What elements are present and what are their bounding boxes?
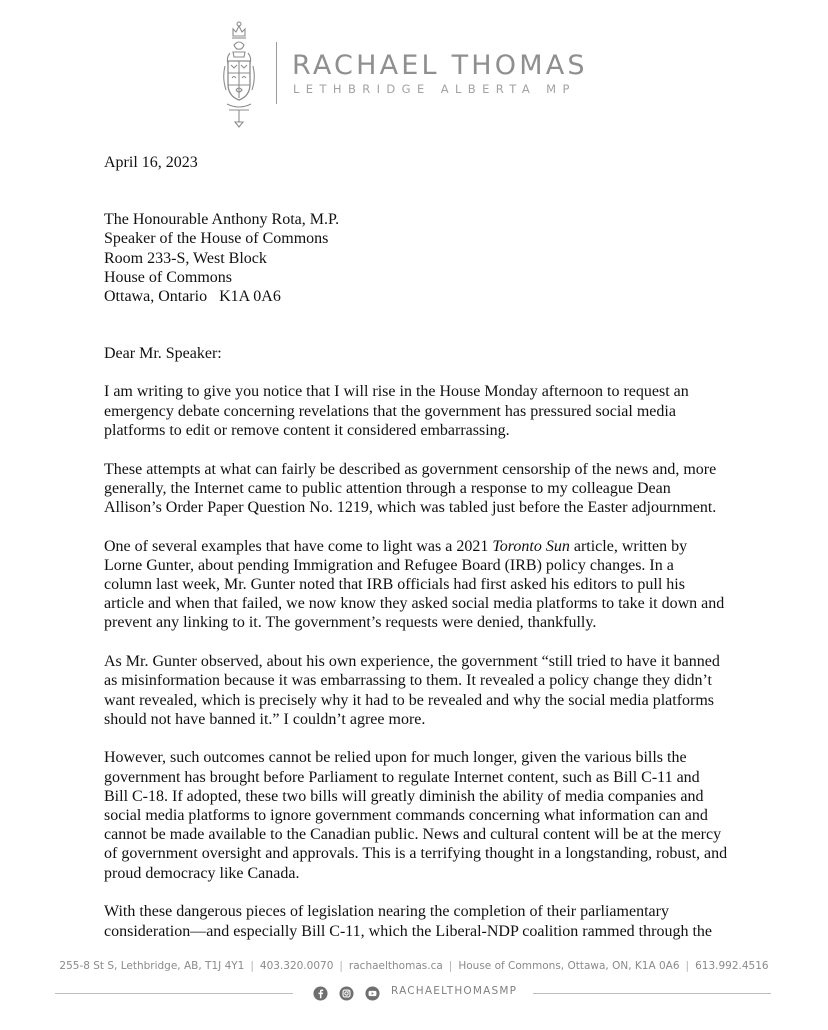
text-run: article, written by bbox=[569, 537, 688, 555]
paragraph-line bbox=[104, 537, 744, 556]
address-line: Ottawa, Ontario K1A 0A6 bbox=[104, 288, 281, 306]
paragraph-line: Bill C-18. If adopted, these two bills will greatly diminish the ability of media companies and bbox=[104, 787, 704, 805]
paragraph-line: prevent any linking to it. The government’s requests were denied, thankfully. bbox=[104, 614, 597, 632]
paragraph-3 bbox=[104, 537, 744, 633]
coat-of-arms-icon bbox=[222, 20, 256, 128]
paragraph-line: article and when that failed, we now know they asked social media platforms to take it down and bbox=[104, 595, 725, 613]
facebook-icon[interactable] bbox=[313, 986, 328, 1001]
instagram-icon[interactable] bbox=[339, 986, 354, 1001]
recipient-address bbox=[104, 210, 744, 306]
paragraph-line: Lorne Gunter, about pending Immigration and Refugee Board (IRB) policy changes. In a bbox=[104, 556, 674, 574]
mp-riding: LETHBRIDGE ALBERTA MP bbox=[293, 82, 576, 96]
text-run: One of several examples that have come to light was a 2021 bbox=[104, 537, 493, 555]
paragraph-line: want revealed, which is precisely why it had to be revealed and why the social media platforms bbox=[104, 691, 715, 709]
paragraph-6 bbox=[104, 902, 744, 940]
youtube-icon[interactable] bbox=[365, 986, 380, 1001]
paragraph-1 bbox=[104, 382, 744, 440]
footer-rule-left bbox=[55, 993, 293, 994]
footer-social bbox=[0, 982, 828, 1006]
paragraph-2 bbox=[104, 460, 744, 518]
paragraph-line: cannot be made available to the Canadian public. News and cultural content will be at the mercy bbox=[104, 826, 722, 844]
paragraph-line: emergency debate concerning revelations that the government has pressured social media bbox=[104, 402, 676, 420]
paragraph-line: With these dangerous pieces of legislation nearing the completion of their parliamentary bbox=[104, 903, 669, 921]
footer-rule-right bbox=[533, 993, 771, 994]
letter-body bbox=[104, 153, 744, 960]
paragraph-5 bbox=[104, 748, 744, 882]
paragraph-line: as misinformation because it was embarrassing to them. It revealed a policy change they didn’t bbox=[104, 672, 712, 690]
paragraph-line: As Mr. Gunter observed, about his own experience, the government “still tried to have it banned bbox=[104, 653, 720, 671]
letter-date: April 16, 2023 bbox=[104, 154, 198, 171]
paragraph-line: These attempts at what can fairly be described as government censorship of the news and, more bbox=[104, 460, 717, 478]
paragraph-line: platforms to edit or remove content it considered embarrassing. bbox=[104, 421, 510, 439]
publication-name: Toronto Sun bbox=[492, 537, 570, 555]
paragraph-line: consideration—and especially Bill C-11, which the Liberal-NDP coalition rammed through the bbox=[104, 922, 712, 940]
paragraph-line: column last week, Mr. Gunter noted that IRB officials had first asked his editors to pull his bbox=[104, 576, 685, 594]
paragraph-line: generally, the Internet came to public attention through a response to my colleague Dean bbox=[104, 479, 671, 497]
ottawa-phone: 613.992.4516 bbox=[695, 960, 769, 972]
ottawa-address: House of Commons, Ottawa, ON, K1A 0A6 bbox=[458, 960, 680, 972]
letterhead-divider bbox=[276, 42, 277, 104]
address-line: House of Commons bbox=[104, 268, 232, 286]
paragraph-line: proud democracy like Canada. bbox=[104, 864, 300, 882]
website-link[interactable]: rachaelthomas.ca bbox=[348, 960, 443, 972]
address-line: Room 233-S, West Block bbox=[104, 249, 267, 267]
paragraph-line: However, such outcomes cannot be relied upon for much longer, given the various bills the bbox=[104, 749, 687, 767]
paragraph-line: government has brought before Parliament to regulate Internet content, such as Bill C-11 and bbox=[104, 768, 700, 786]
constituency-address: 255-8 St S, Lethbridge, AB, T1J 4Y1 bbox=[59, 960, 245, 972]
address-line: The Honourable Anthony Rota, M.P. bbox=[104, 211, 340, 229]
paragraph-line: Allison’s Order Paper Question No. 1219, which was tabled just before the Easter adjournment. bbox=[104, 498, 717, 516]
social-handle[interactable]: RACHAELTHOMASMP bbox=[391, 985, 518, 997]
paragraph-line: social media platforms to ignore government commands concerning what information can and bbox=[104, 807, 708, 825]
paragraph-4 bbox=[104, 652, 744, 729]
paragraph-line: I am writing to give you notice that I will rise in the House Monday afternoon to request an bbox=[104, 383, 689, 401]
footer-contact: 255-8 St S, Lethbridge, AB, T1J 4Y1 | 403.320.0070 | rachaelthomas.ca | House of Commons, Ottawa, ON, K1A 0A6 | 613.992.4516 bbox=[59, 960, 769, 972]
mp-name: RACHAEL THOMAS bbox=[292, 50, 588, 81]
paragraph-line: of government oversight and approvals. This is a terrifying thought in a longstanding, robust, and bbox=[104, 845, 728, 863]
salutation: Dear Mr. Speaker: bbox=[104, 345, 222, 363]
constituency-phone: 403.320.0070 bbox=[259, 960, 334, 972]
letterhead bbox=[0, 0, 828, 140]
address-line: Speaker of the House of Commons bbox=[104, 230, 329, 248]
paragraph-line: should not have banned it.” I couldn’t agree more. bbox=[104, 710, 426, 728]
